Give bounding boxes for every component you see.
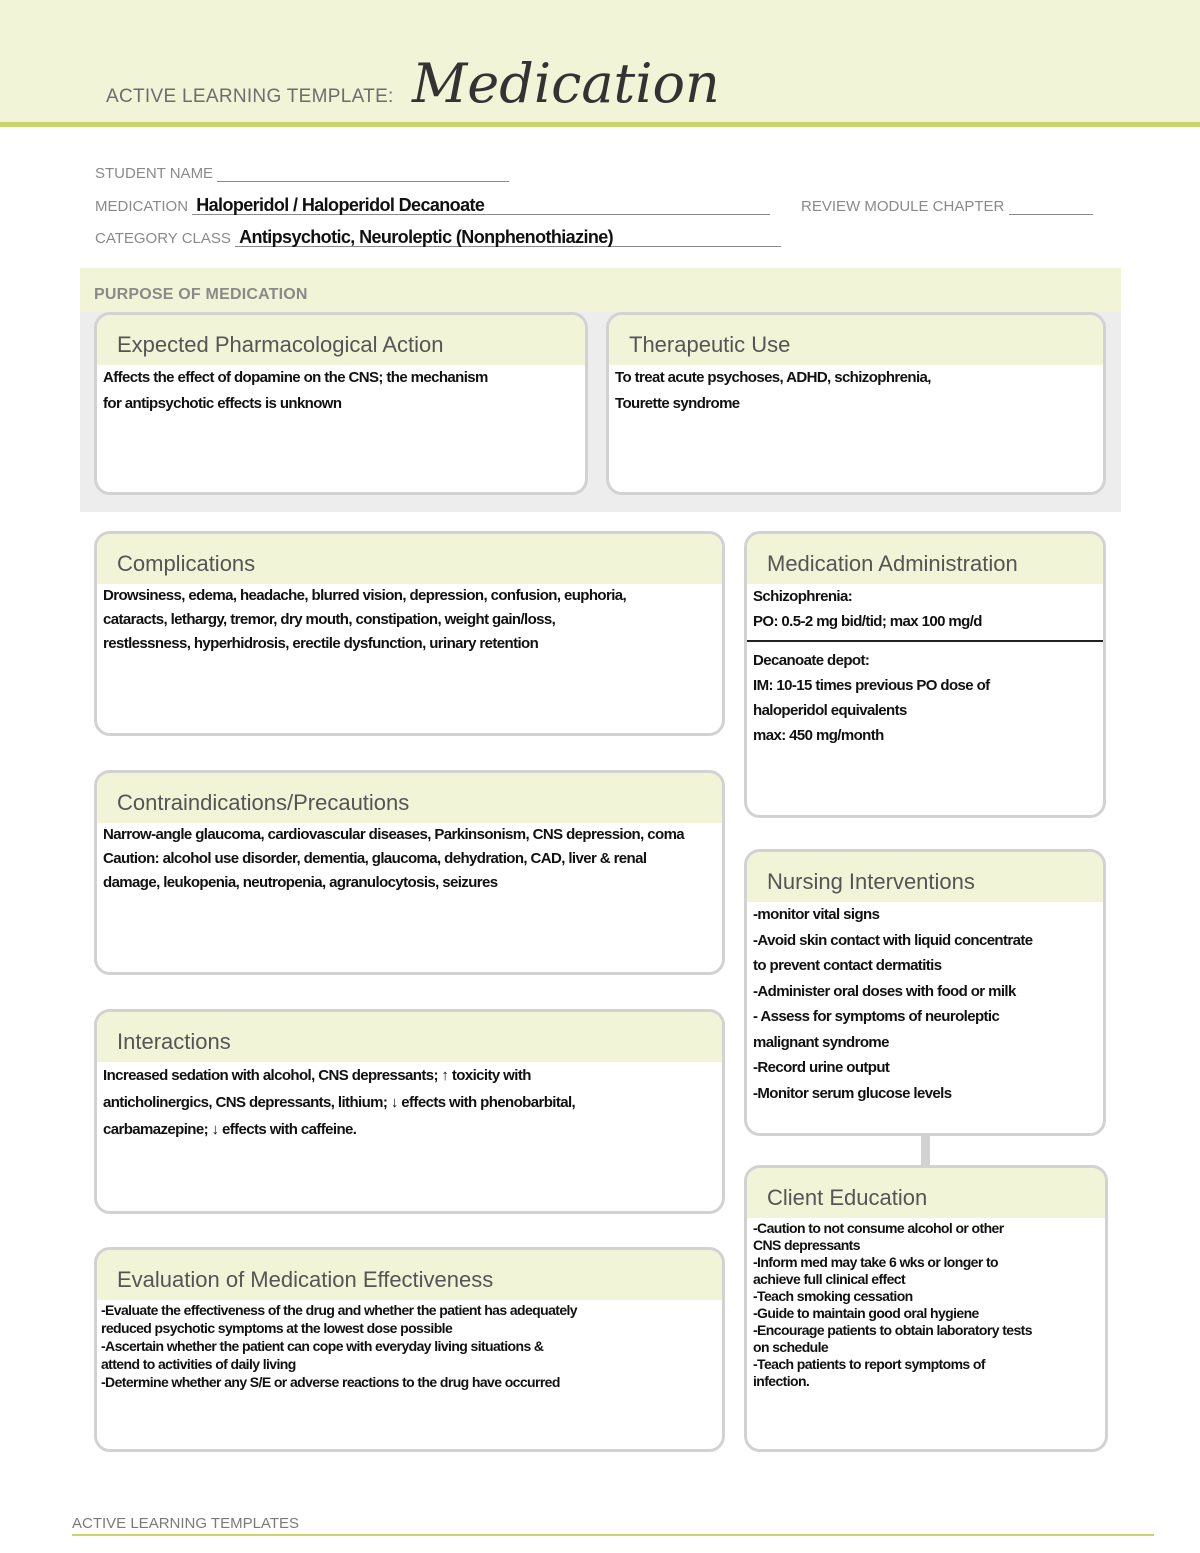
text-line: to prevent contact dermatitis (753, 957, 942, 974)
text-line: Affects the effect of dopamine on the CNS; the mechanism (103, 369, 488, 386)
text-line: damage, leukopenia, neutropenia, agranulocytosis, seizures (103, 874, 498, 891)
box-title: Client Education (767, 1185, 928, 1210)
therapeutic-use-box (606, 312, 1106, 495)
box-title: Expected Pharmacological Action (117, 332, 444, 357)
text-line: Drowsiness, edema, headache, blurred vision, depression, confusion, euphoria, (103, 587, 627, 604)
text-line: max: 450 mg/month (753, 727, 884, 744)
text-line: Schizophrenia: (753, 588, 853, 605)
category-class-label: CATEGORY CLASS (95, 230, 231, 247)
box-title: Contraindications/Precautions (117, 790, 410, 815)
text-line: -Teach smoking cessation (753, 1288, 913, 1304)
text-line: haloperidol equivalents (753, 702, 907, 719)
text-line: for antipsychotic effects is unknown (103, 395, 342, 412)
divider-line (747, 640, 1103, 642)
medication-label: MEDICATION (95, 198, 189, 215)
text-line: Narrow-angle glaucoma, cardiovascular diseases, Parkinsonism, CNS depression, coma (103, 826, 685, 843)
box-title: Evaluation of Medication Effectiveness (117, 1267, 494, 1292)
text-line: -Evaluate the effectiveness of the drug and whether the patient has adequately (101, 1302, 577, 1318)
text-line: anticholinergics, CNS depressants, lithium; ↓ effects with phenobarbital, (103, 1094, 576, 1111)
student-name-label: STUDENT NAME (95, 165, 214, 182)
text-line: -Record urine output (753, 1059, 890, 1076)
text-line: on schedule (753, 1339, 829, 1355)
text-line: -Caution to not consume alcohol or other (753, 1220, 1004, 1236)
text-line: -Teach patients to report symptoms of (753, 1356, 985, 1372)
medication-field[interactable] (95, 195, 770, 215)
contraindications-box (94, 770, 725, 975)
review-module-label: REVIEW MODULE CHAPTER (801, 198, 1005, 215)
text-line: Caution: alcohol use disorder, dementia, glaucoma, dehydration, CAD, liver & renal (103, 850, 647, 867)
category-class-field[interactable] (95, 227, 781, 247)
box-title: Complications (117, 551, 256, 576)
text-line: -Inform med may take 6 wks or longer to (753, 1254, 998, 1270)
template-title: Medication (412, 52, 720, 115)
header-divider (0, 122, 1200, 127)
text-line: -monitor vital signs (753, 906, 880, 923)
text-line: restlessness, hyperhidrosis, erectile dysfunction, urinary retention (103, 635, 539, 652)
text-line: achieve full clinical effect (753, 1271, 906, 1287)
text-line: PO: 0.5-2 mg bid/tid; max 100 mg/d (753, 613, 982, 630)
category-class-value: Antipsychotic, Neuroleptic (Nonphenothiazine) (239, 227, 614, 247)
footer-text: ACTIVE LEARNING TEMPLATES (72, 1515, 299, 1532)
box-title: Interactions (117, 1029, 231, 1054)
template-label: ACTIVE LEARNING TEMPLATE: (106, 86, 394, 107)
text-line: -Determine whether any S/E or adverse reactions to the drug have occurred (101, 1374, 560, 1390)
expected-action-box (94, 312, 588, 495)
box-connector (921, 1134, 930, 1166)
purpose-title: PURPOSE OF MEDICATION (94, 286, 308, 303)
text-line: -Administer oral doses with food or milk (753, 982, 1016, 1000)
client-education-box (744, 1165, 1108, 1452)
medication-value: Haloperidol / Haloperidol Decanoate (196, 195, 485, 215)
box-title: Therapeutic Use (629, 332, 791, 357)
nursing-interventions-box (744, 849, 1106, 1136)
text-line: -Monitor serum glucose levels (753, 1084, 952, 1102)
interactions-box (94, 1009, 725, 1214)
text-line: - Assess for symptoms of neuroleptic (753, 1008, 1000, 1025)
text-line: infection. (753, 1373, 810, 1389)
text-line: CNS depressants (753, 1237, 860, 1253)
text-line: -Encourage patients to obtain laboratory tests (753, 1322, 1032, 1338)
student-name-field[interactable] (95, 165, 509, 182)
text-line: carbamazepine; ↓ effects with caffeine. (103, 1121, 357, 1138)
text-line: Tourette syndrome (615, 395, 740, 412)
text-line: IM: 10-15 times previous PO dose of (753, 677, 990, 694)
medication-administration-box (744, 531, 1106, 818)
text-line: Increased sedation with alcohol, CNS depressants; ↑ toxicity with (103, 1067, 531, 1084)
footer-divider (72, 1534, 1154, 1536)
text-line: attend to activities of daily living (101, 1356, 296, 1372)
text-line: reduced psychotic symptoms at the lowest dose possible (101, 1320, 453, 1336)
text-line: To treat acute psychoses, ADHD, schizophrenia, (615, 369, 931, 386)
text-line: -Avoid skin contact with liquid concentrate (753, 931, 1033, 949)
box-title: Medication Administration (767, 551, 1018, 576)
text-line: malignant syndrome (753, 1033, 889, 1051)
text-line: -Guide to maintain good oral hygiene (753, 1305, 979, 1321)
complications-box (94, 531, 725, 736)
box-title: Nursing Interventions (767, 869, 975, 894)
review-module-field[interactable] (801, 198, 1093, 215)
evaluation-box (94, 1247, 725, 1452)
text-line: Decanoate depot: (753, 652, 870, 669)
text-line: -Ascertain whether the patient can cope with everyday living situations & (101, 1338, 544, 1354)
text-line: cataracts, lethargy, tremor, dry mouth, constipation, weight gain/loss, (103, 611, 556, 628)
